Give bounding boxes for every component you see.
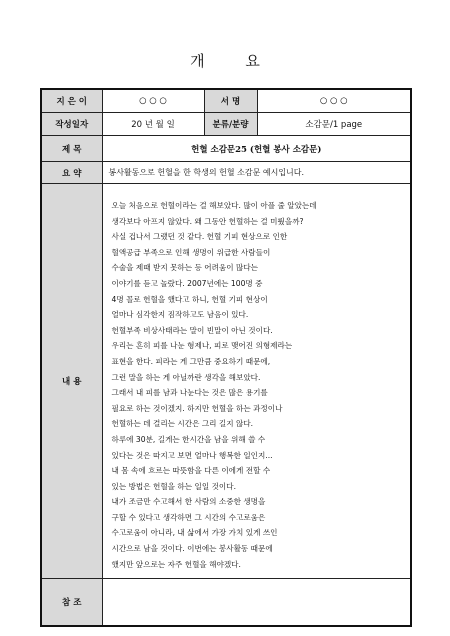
reference-label: 참 조 bbox=[41, 579, 102, 627]
signature-value: ○ ○ ○ bbox=[257, 89, 411, 113]
content-line: 얼마나 심각한지 짐작하고도 남음이 있다. bbox=[111, 310, 249, 320]
content-line: 내 몸 속에 흐르는 따뜻함을 다른 이에게 전할 수 bbox=[111, 466, 271, 476]
content-line: 구할 수 있다고 생각하면 그 시간의 수고로움은 bbox=[111, 512, 266, 522]
content-row bbox=[41, 184, 411, 579]
content-line: 우리는 흔히 피를 나눈 형제나, 피로 맺어진 의형제라는 bbox=[111, 341, 293, 351]
content-line: 수고로움이 아니라, 내 삶에서 가장 가치 있게 쓰인 bbox=[111, 528, 278, 538]
author-row bbox=[41, 89, 411, 113]
content-line: 하루에 30분, 길게는 한시간을 남을 위해 쓸 수 bbox=[111, 434, 266, 444]
content-line: 4명 꼴로 헌혈을 했다고 하니, 헌혈 기피 현상이 bbox=[111, 294, 268, 304]
content-line: 혈액공급 부족으로 인해 생명이 위급한 사람들이 bbox=[111, 247, 271, 257]
page-title: 개 요 bbox=[190, 52, 278, 70]
content-line: 했지만 앞으로는 자주 헌혈을 해야겠다. bbox=[111, 559, 241, 569]
category-value: 소감문/1 page bbox=[257, 113, 411, 136]
date-value: 20 년 월 일 bbox=[102, 113, 204, 136]
subject-row bbox=[41, 136, 411, 162]
content-line: 내가 조금만 수고해서 한 사람의 소중한 생명을 bbox=[111, 497, 266, 507]
subject-value: 헌혈 소감문25 (헌혈 봉사 소감문) bbox=[102, 136, 411, 162]
author-value: ○ ○ ○ bbox=[102, 89, 204, 113]
date-label: 작성일자 bbox=[41, 113, 102, 136]
content-label: 내 용 bbox=[41, 184, 102, 579]
content-line: 헌혈부족 비상사태라는 말이 빈말이 아닌 것이다. bbox=[111, 325, 273, 335]
summary-label: 요 약 bbox=[41, 162, 102, 184]
content-line: 오늘 처음으로 헌혈이라는 걸 해보았다. 많이 아플 줄 알았는데 bbox=[111, 201, 317, 210]
content-line: 이야기를 듣고 놀랐다. 2007년에는 100명 중 bbox=[111, 278, 263, 288]
content-line: 그래서 내 피를 남과 나눈다는 것은 많은 용기를 bbox=[111, 388, 268, 398]
reference-value bbox=[102, 579, 411, 627]
content-line: 시간으로 남을 것이다. 이번에는 봉사활동 때문에 bbox=[111, 544, 273, 554]
content-line: 있는 방법은 헌혈을 하는 일일 것이다. bbox=[111, 481, 237, 491]
signature-label: 서 명 bbox=[204, 89, 257, 113]
subject-label: 제 목 bbox=[41, 136, 102, 162]
summary-row bbox=[41, 162, 411, 184]
content-line: 수술을 제때 받지 못하는 등 어려움이 많다는 bbox=[111, 263, 259, 273]
author-label: 지 은 이 bbox=[41, 89, 102, 113]
content-line: 헌혈하는 데 걸리는 시간은 그리 길지 않다. bbox=[111, 419, 254, 429]
content-line: 그런 말을 하는 게 아닐까란 생각을 해보았다. bbox=[111, 372, 261, 382]
content-line: 표현을 한다. 피라는 게 그만큼 중요하기 때문에, bbox=[111, 356, 271, 366]
content-line: 생각보다 아프지 않았다. 왜 그동안 헌혈하는 걸 미뤘을까? bbox=[111, 216, 304, 226]
category-label: 분류/분량 bbox=[204, 113, 257, 136]
content-line: 사실 겁나서 그랬던 것 같다. 헌혈 기피 현상으로 인한 bbox=[111, 232, 288, 242]
content-line: 필요로 하는 것이겠지. 하지만 헌혈을 하는 과정이나 bbox=[111, 403, 283, 413]
summary-form-table bbox=[40, 88, 412, 627]
content-line: 있다는 것은 따지고 보면 얼마나 행복한 일인지... bbox=[111, 450, 273, 460]
content-body bbox=[102, 184, 411, 579]
summary-value: 봉사활동으로 헌혈을 한 학생의 헌혈 소감문 예시입니다. bbox=[102, 162, 411, 184]
date-row bbox=[41, 113, 411, 136]
reference-row bbox=[41, 579, 411, 627]
